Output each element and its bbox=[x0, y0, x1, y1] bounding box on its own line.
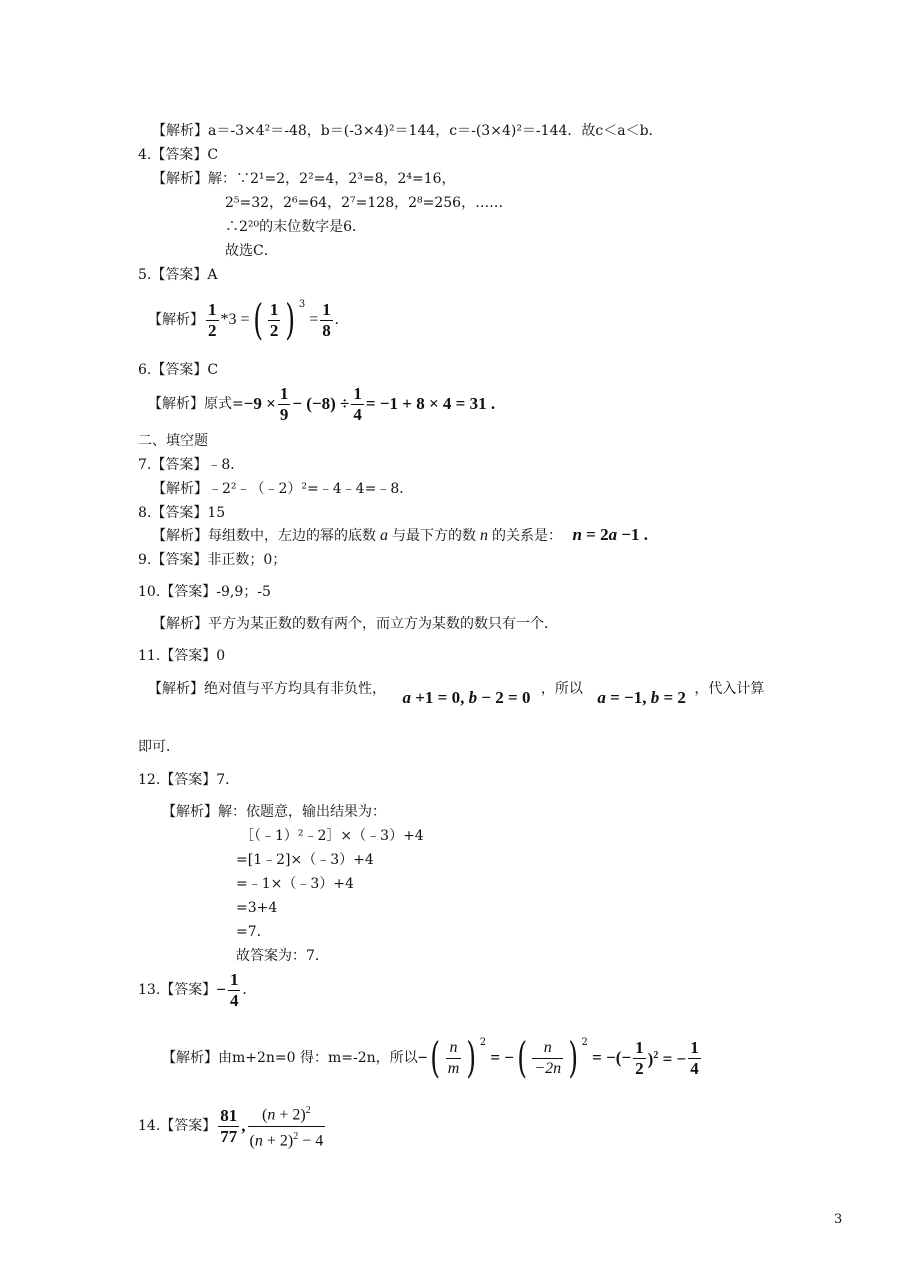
q10-answer: 10.【答案】-9,9；-5 bbox=[138, 584, 271, 600]
q5-analysis: 【解析】 $\frac{1}{2}$ *3 = ( $\frac{1}{2}$ ) 3 = $\frac{1}{8}$ . bbox=[148, 295, 339, 344]
q12-answer: 12.【答案】7． bbox=[138, 772, 240, 788]
q8-analysis: 【解析】每组数中，左边的幂的底数 a 与最下方的数 n 的关系是： n = 2a −1 . bbox=[152, 525, 649, 544]
q11-analysis-end: 即可． bbox=[138, 739, 180, 755]
q12-analysis-3: =[1﹣2]×（﹣3）+4 bbox=[236, 852, 374, 868]
q11-answer: 11.【答案】0 bbox=[138, 648, 226, 664]
q4-analysis-4: 故选C． bbox=[225, 243, 278, 259]
q12-analysis-2: ［（﹣1）²﹣2］×（﹣3）+4 bbox=[240, 828, 424, 844]
q6-analysis: 【解析】 原式= −9 × $\frac{1}{9}$ − (−8) ÷ $\frac{1}{4}$ = −1 + 8 × 4 = 31 . bbox=[148, 383, 496, 424]
q7-analysis: 【解析】﹣2²﹣（﹣2）²=﹣4﹣4=﹣8． bbox=[152, 481, 414, 497]
q6-answer: 6.【答案】C bbox=[138, 362, 219, 378]
q12-analysis-7: 故答案为：7． bbox=[236, 948, 329, 964]
q9-answer: 9.【答案】非正数；0； bbox=[138, 552, 287, 568]
fraction: $\frac{1}{2}$ bbox=[208, 299, 217, 340]
section-2-title: 二、填空题 bbox=[138, 433, 208, 449]
q5-answer: 5.【答案】A bbox=[138, 267, 218, 283]
q8-answer: 8.【答案】15 bbox=[138, 505, 226, 521]
analysis-label: 【解析】 bbox=[148, 312, 204, 328]
q12-analysis-1: 【解析】解：依题意，输出结果为： bbox=[162, 804, 386, 820]
q13-answer: 13.【答案】 − $\frac{1}{4}$ . bbox=[138, 969, 247, 1010]
q12-analysis-4: =﹣1×（﹣3）+4 bbox=[236, 876, 354, 892]
q12-analysis-6: =7． bbox=[236, 924, 271, 940]
q10-analysis: 【解析】平方为某正数的数有两个，而立方为某数的数只有一个． bbox=[152, 616, 558, 632]
q4-answer: 4.【答案】C bbox=[138, 147, 219, 163]
q11-analysis: 【解析】绝对值与平方均具有非负性， a +1 = 0, b − 2 = 0 ，所以 a = −1, b = 2 ，代入计算 bbox=[148, 681, 765, 707]
q14-answer: 14.【答案】 $\frac{81}{77}$ , $\frac{(n + 2)^2}{(n + 2)^2 - 4}$ bbox=[138, 1105, 324, 1149]
line-1: 【解析】a＝-3×4²＝-48，b＝(-3×4)²＝144，c＝-(3×4)²＝-144．故c＜a＜b． bbox=[152, 123, 663, 139]
q7-answer: 7.【答案】﹣8． bbox=[138, 457, 245, 473]
page-number: 3 bbox=[834, 1212, 843, 1227]
q12-analysis-5: =3+4 bbox=[236, 900, 278, 916]
q4-analysis-3: ∴2²⁰的末位数字是6． bbox=[225, 219, 367, 235]
q4-analysis-1: 【解析】解：∵2¹=2，2²=4，2³=8，2⁴=16， bbox=[152, 171, 456, 187]
q4-analysis-2: 2⁵=32，2⁶=64，2⁷=128，2⁸=256，…… bbox=[225, 195, 504, 211]
q13-analysis: 【解析】 由m+2n=0 得：m=-2n，所以 − ( $\frac{n}{m}$ ) 2 = − ( $\frac{n}{-2n}$ ) 2 = −(− $\frac{1}{2}$ )$^2$ = − $\frac{1}{4}$ bbox=[162, 1033, 699, 1082]
